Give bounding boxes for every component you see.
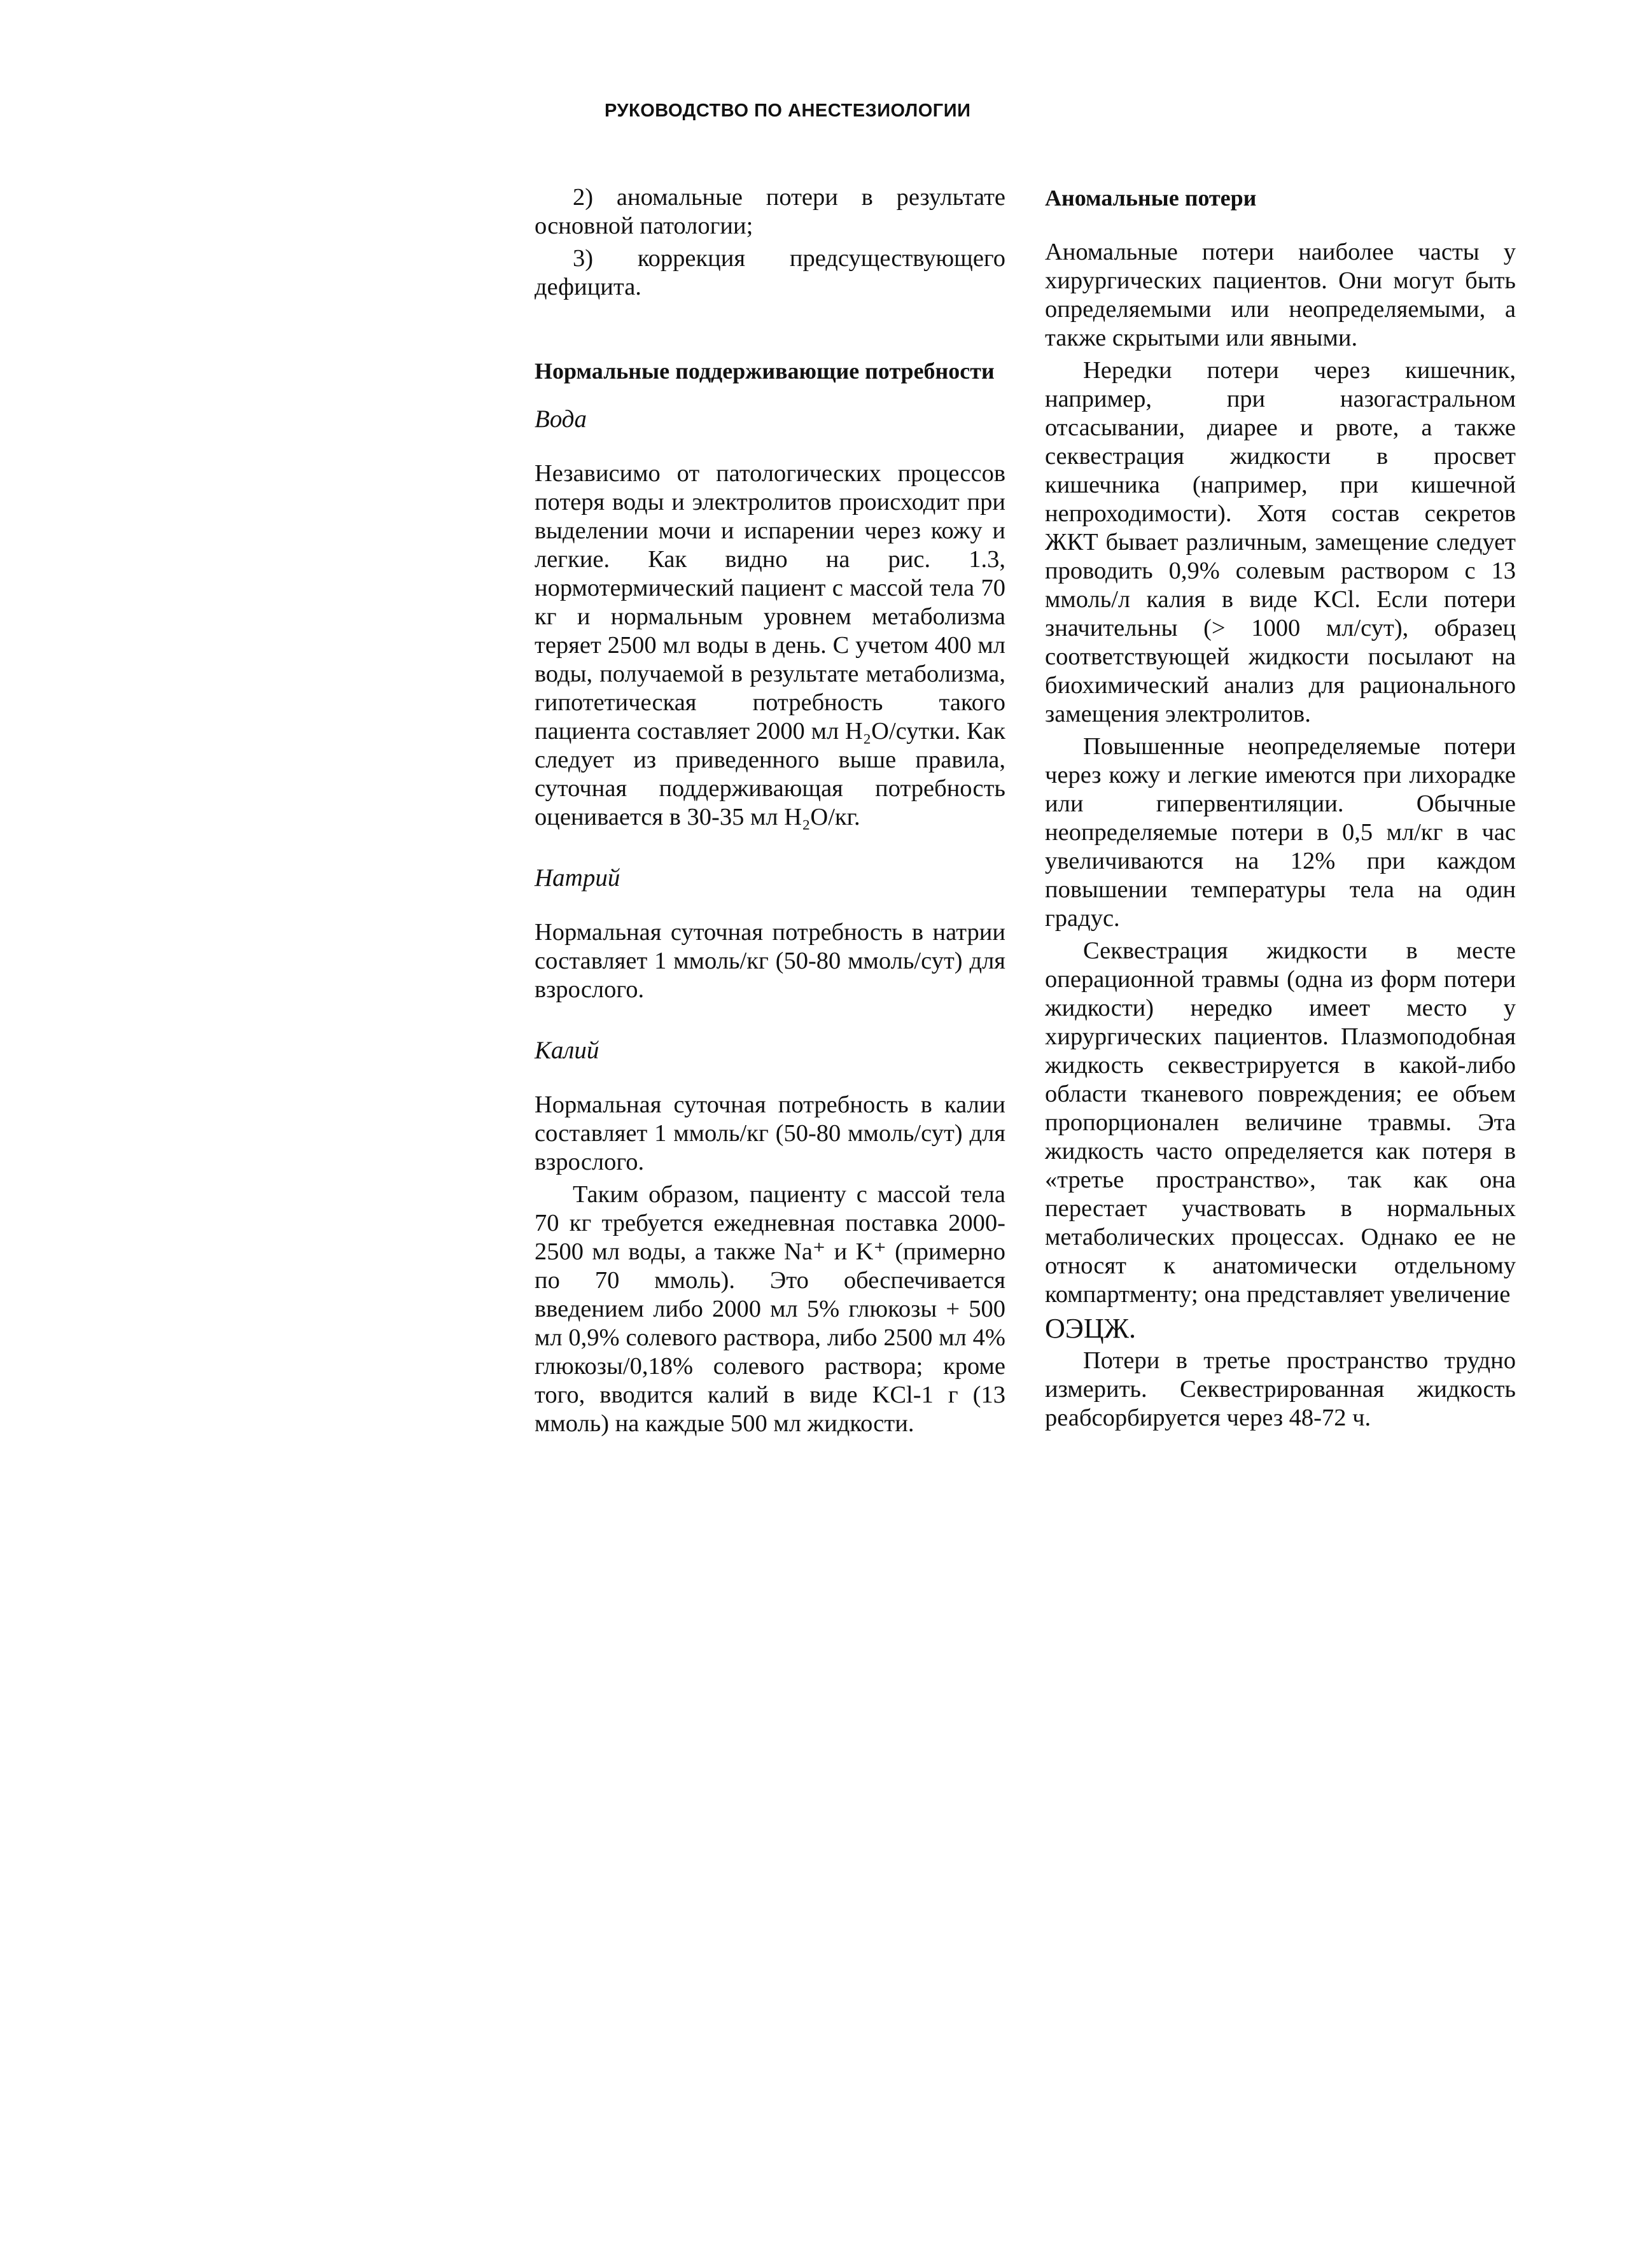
paragraph-water: Независимо от патологических процессов потеря воды и электролитов происходит при выделении мочи и испарении через кожу и легкие. Как видно на рис. 1.3, нормотермический пациент с массой тела 70 кг и нормальным уровнем метаболизма теряет 2500 мл воды в день. С учетом 400 мл воды, получаемой в результате метаболизма, гипотетическая потребность такого пациента составляет 2000 мл H₂O/сутки. Как следует из приведенного выше правила, суточная поддерживающая потребность оценивается в 30-35 мл H₂O/кг. xyxy=(535,460,1005,830)
right-column xyxy=(1045,183,1516,1436)
paragraph: Потери в третье пространство трудно измерить. Секвестрированная жидкость реабсорбируется через 48-72 ч. xyxy=(1045,1347,1516,1431)
subheading-sodium: Натрий xyxy=(535,864,620,892)
list-item: 2) аномальные потери в результате основной патологии; xyxy=(535,184,1005,239)
paragraph-summary: Таким образом, пациенту с массой тела 70 кг требуется ежедневная поставка 2000-2500 мл воды, а также Na⁺ и K⁺ (примерно по 70 ммоль). Это обеспечивается введением либо 2000 мл 5% глюкозы + 500 мл 0,9% солевого раствора, либо 2500 мл 4% глюкозы/0,18% солевого раствора; кроме того, вводится калий в виде KCl-1 г (13 ммоль) на каждые 500 мл жидкости. xyxy=(535,1181,1005,1437)
paragraph: Секвестрация жидкости в месте операционной травмы (одна из форм потери жидкости) нередко имеет место у хирургических пациентов. Плазмоподобная жидкость секвестрируется в какой-либо области тканевого повреждения; ее объем пропорционален величине травмы. Эта жидкость часто определяется как потеря в «третье пространство», так как она перестает участвовать в нормальных метаболических процессах. Однако ее не относят к анатомически отдельному компартменту; она представляет увеличение xyxy=(1045,937,1516,1308)
running-header: РУКОВОДСТВО ПО АНЕСТЕЗИОЛОГИИ xyxy=(605,101,971,121)
section-heading-abnormal-losses: Аномальные потери xyxy=(1045,185,1257,211)
paragraph: Аномальные потери наиболее часты у хирургических пациентов. Они могут быть определяемыми или неопределяемыми, а также скрытыми или явными. xyxy=(1045,239,1516,351)
subheading-potassium: Калий xyxy=(535,1037,599,1064)
section-heading-maintenance: Нормальные поддерживающие потребности xyxy=(535,358,995,384)
subheading-water: Вода xyxy=(535,405,587,433)
abbreviation-oecz: ОЭЦЖ. xyxy=(1045,1313,1137,1344)
paragraph: Нередки потери через кишечник, например, при назогастральном отсасывании, диарее и рвоте, а также секвестрация жидкости в просвет кишечника (например, при кишечной непроходимости). Хотя состав секретов ЖКТ бывает различным, замещение следует проводить 0,9% солевым раствором с 13 ммоль/л калия в виде KCl. Если потери значительны (> 1000 мл/сут), образец соответствующей жидкости посылают на биохимический анализ для рационального замещения электролитов. xyxy=(1045,357,1516,727)
paragraph-potassium: Нормальная суточная потребность в калии составляет 1 ммоль/кг (50-80 ммоль/сут) для взрослого. xyxy=(535,1091,1005,1175)
list-item: 3) коррекция предсуществующего дефицита. xyxy=(535,245,1005,300)
paragraph-sodium: Нормальная суточная потребность в натрии составляет 1 ммоль/кг (50-80 ммоль/сут) для взрослого. xyxy=(535,919,1005,1003)
left-column xyxy=(535,183,1005,1442)
paragraph: Повышенные неопределяемые потери через кожу и легкие имеются при лихорадке или гипервентиляции. Обычные неопределяемые потери в 0,5 мл/кг в час увеличиваются на 12% при каждом повышении температуры тела на один градус. xyxy=(1045,733,1516,932)
